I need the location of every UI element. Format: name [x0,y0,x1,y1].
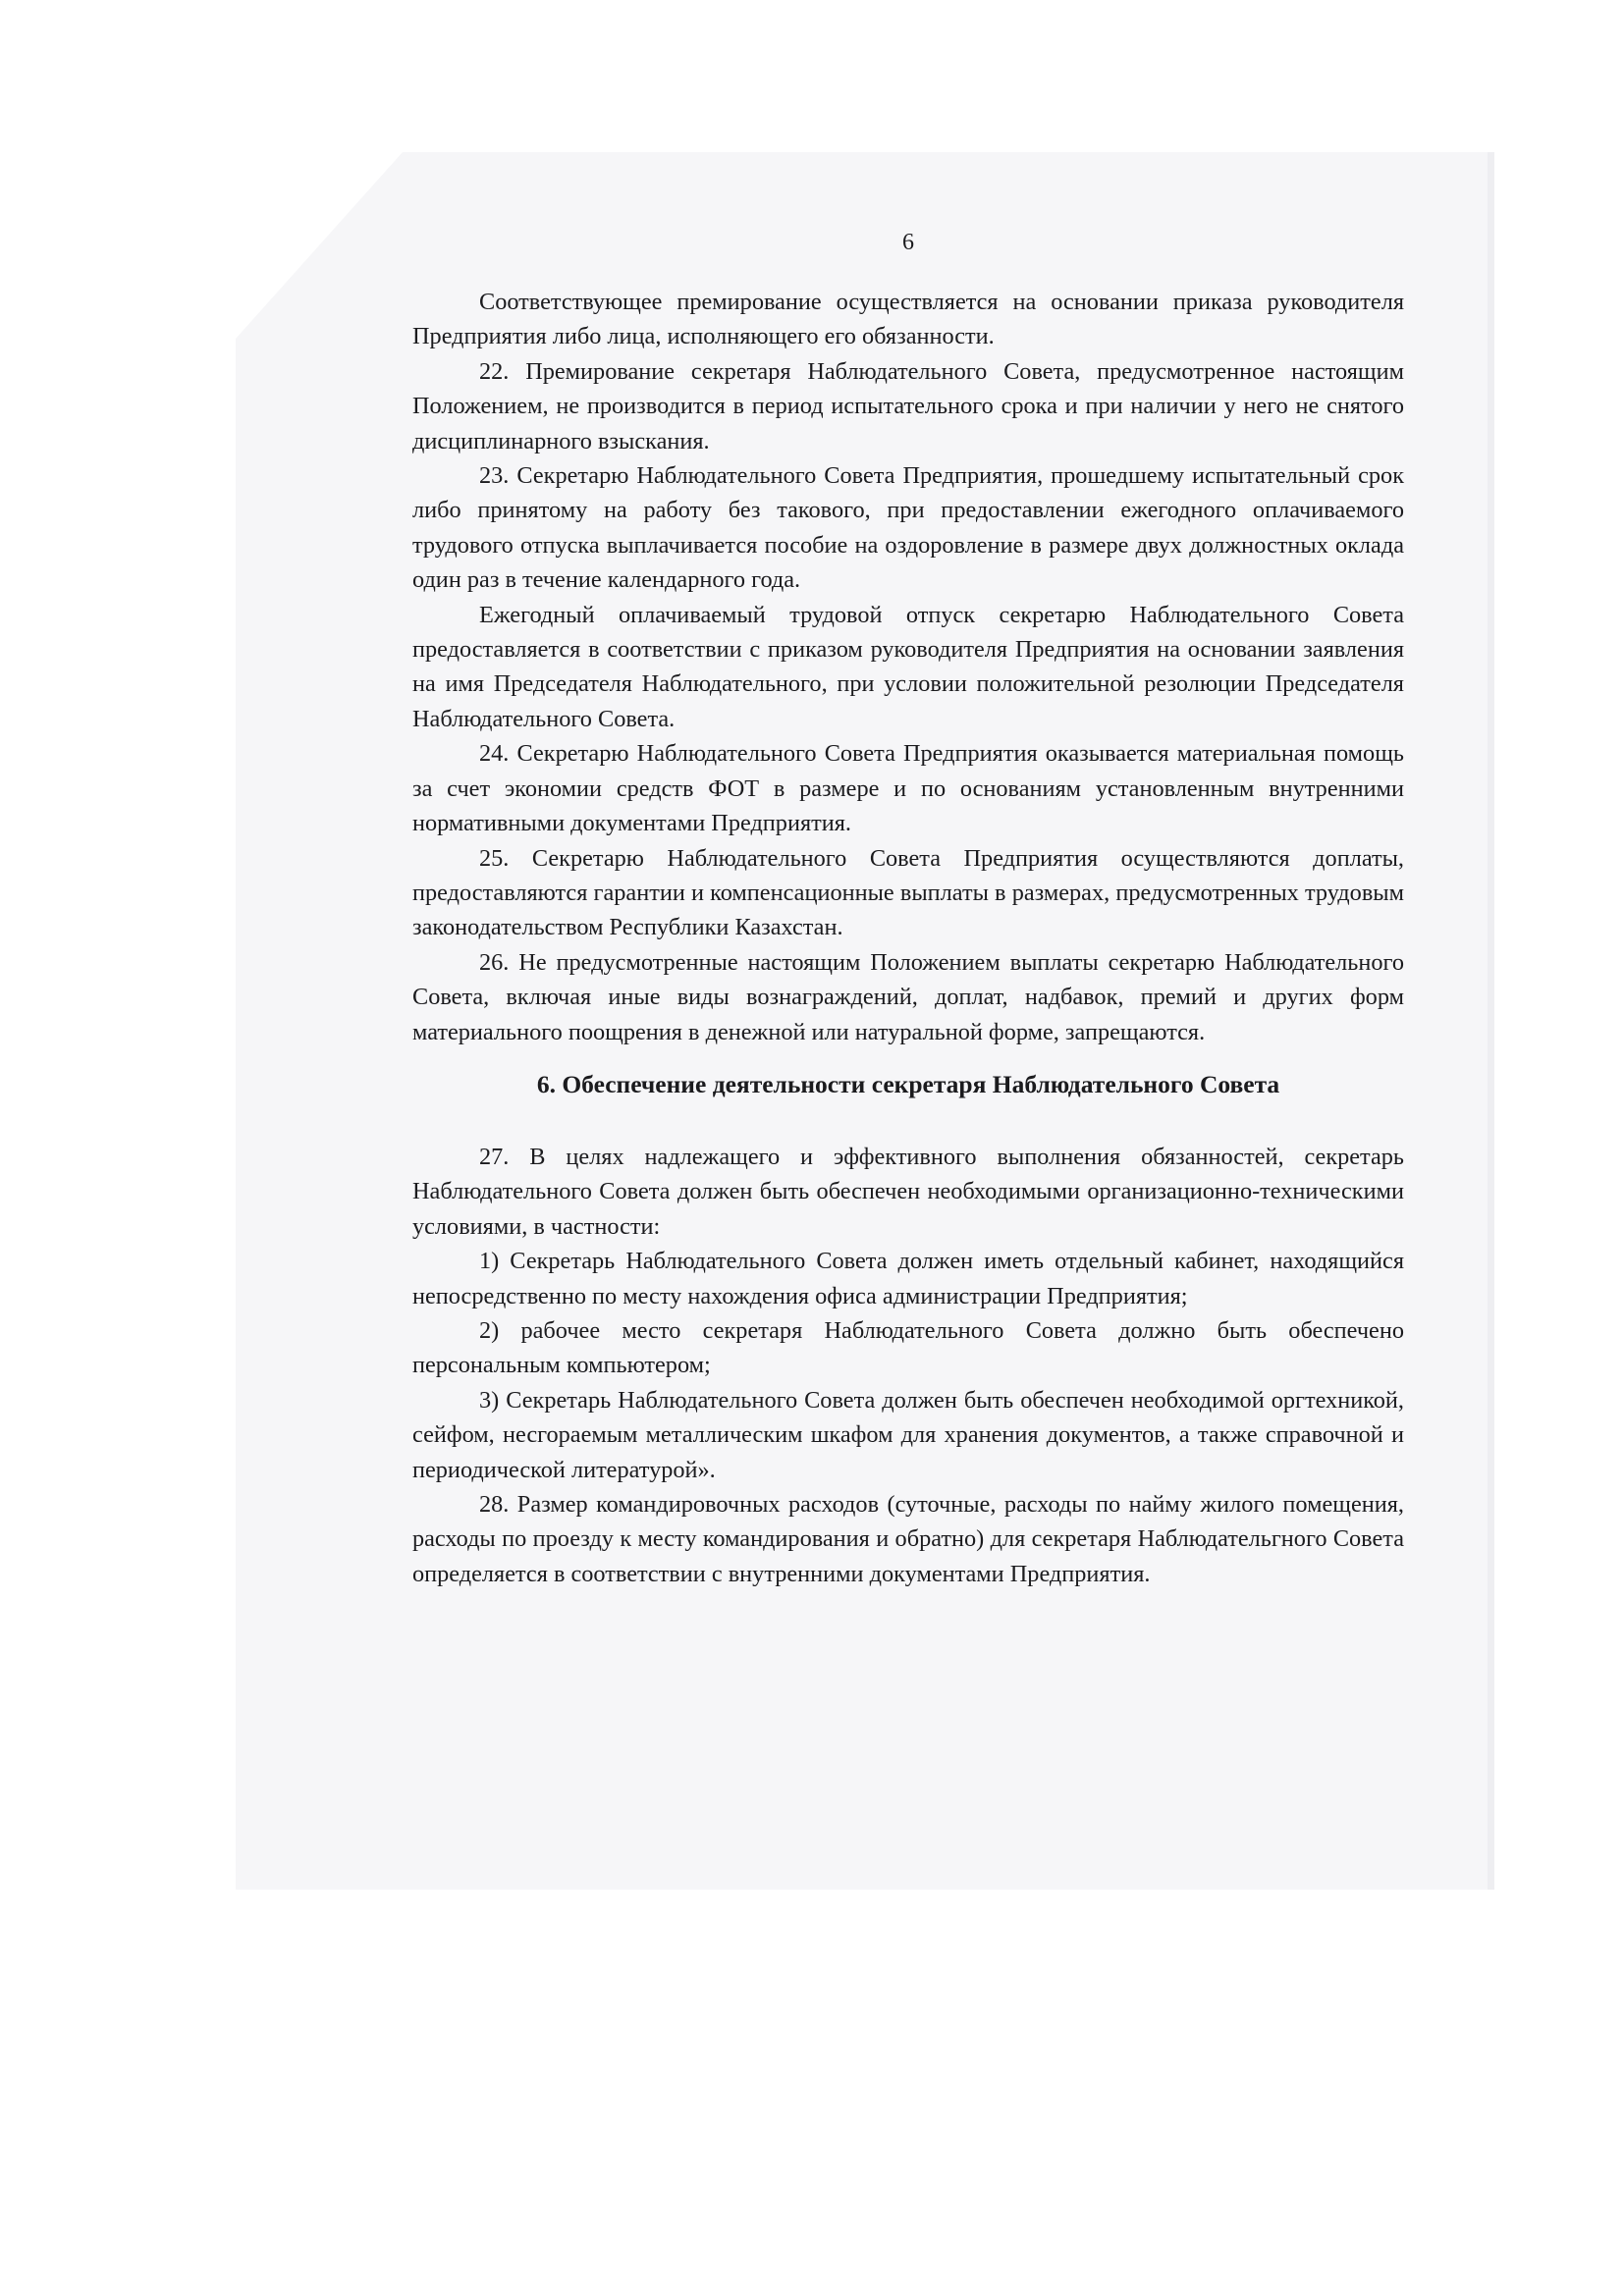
page-edge [1488,152,1494,1890]
section-heading: 6. Обеспечение деятельности секретаря Наблюдательного Совета [536,1069,1280,1098]
page-number: 6 [902,230,914,255]
list-item-2: 2) рабочее место секретаря Наблюдательного Совета должно быть обеспечено персональным компьютером; [412,1316,1404,1379]
page-folded-corner [236,152,403,339]
document-body [412,228,1404,1591]
paragraph-28: 28. Размер командировочных расходов (суточные, расходы по найму жилого помещения, расходы по проезду к месту командирования и обратно) для секретаря Наблюдательгного Совета определяется в соответствии с внутренними документами Предприятия. [412,1491,1404,1587]
list-item-1: 1) Секретарь Наблюдательного Совета должен иметь отдельный кабинет, находящийся непосредственно по месту нахождения офиса администрации Предприятия; [412,1248,1404,1309]
paragraph-25: 25. Секретарю Наблюдательного Совета Предприятия осуществляются доплаты, предоставляются гарантии и компенсационные выплаты в размерах, предусмотренных трудовым законодательством Республики Казахстан. [412,844,1404,941]
paragraph-23: 23. Секретарю Наблюдательного Совета Предприятия, прошедшему испытательный срок либо принятому на работу без такового, при предоставлении ежегодного оплачиваемого трудового отпуска выплачивается пособие на оздоровление в размере двух должностных оклада один раз в течение календарного года. [412,462,1404,594]
paragraph-annual-leave: Ежегодный оплачиваемый трудовой отпуск секретарю Наблюдательного Совета предоставляется в соответствии с приказом руководителя Предприятия на основании заявления на имя Председателя Наблюдательного, при условии положительной резолюции Председателя Наблюдательного Совета. [412,601,1404,732]
paragraph-premium-order: Соответствующее премирование осуществляется на основании приказа руководителя Предприятия либо лица, исполняющего его обязанности. [412,289,1404,350]
paragraph-22: 22. Премирование секретаря Наблюдательного Совета, предусмотренное настоящим Положением, не производится в период испытательного срока и при наличии у него не снятого дисциплинарного взыскания. [412,357,1404,454]
paragraph-24: 24. Секретарю Наблюдательного Совета Предприятия оказывается материальная помощь за счет экономии средств ФОТ в размере и по основаниям установленным внутренними нормативными документами Предприятия. [412,740,1404,837]
paragraph-27: 27. В целях надлежащего и эффективного выполнения обязанностей, секретарь Наблюдательного Совета должен быть обеспечен необходимыми организационно-техническими условиями, в частности: [412,1143,1404,1240]
paragraph-26: 26. Не предусмотренные настоящим Положением выплаты секретарю Наблюдательного Совета, включая иные виды вознаграждений, доплат, надбавок, премий и других форм материального поощрения в денежной или натуральной форме, запрещаются. [412,948,1404,1045]
list-item-3: 3) Секретарь Наблюдательного Совета должен быть обеспечен необходимой оргтехникой, сейфом, несгораемым металлическим шкафом для хранения документов, а также справочной и периодической литературой». [412,1386,1404,1483]
